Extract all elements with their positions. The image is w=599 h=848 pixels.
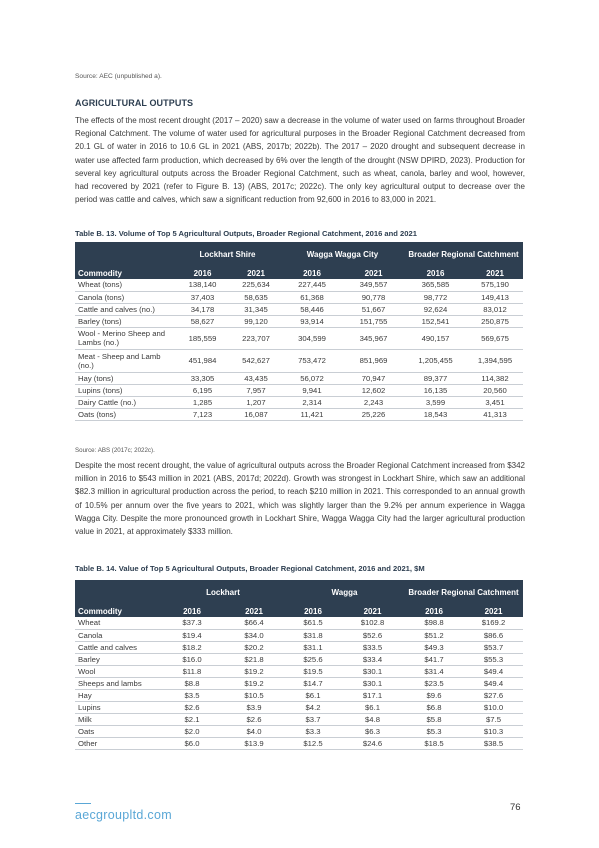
commodity-cell: Lupins (tons) [75, 384, 174, 396]
value-cell: 89,377 [404, 372, 467, 384]
value-cell: 37,403 [174, 291, 231, 303]
value-cell: 114,382 [467, 372, 523, 384]
value-cell: $169.2 [464, 617, 523, 629]
column-header: 2021 [231, 267, 281, 279]
value-cell: $20.2 [223, 641, 285, 653]
value-cell: $3.3 [285, 725, 341, 737]
value-cell: $30.1 [341, 677, 404, 689]
value-cell: $6.1 [285, 689, 341, 701]
value-cell: 345,967 [343, 327, 404, 350]
value-cell: 1,285 [174, 396, 231, 408]
value-cell: $49.4 [464, 677, 523, 689]
value-cell: $7.5 [464, 713, 523, 725]
value-cell: $2.6 [161, 701, 223, 713]
value-cell: $5.3 [404, 725, 464, 737]
value-table [75, 580, 523, 750]
value-cell: $3.9 [223, 701, 285, 713]
value-cell: 6,195 [174, 384, 231, 396]
table-row [75, 653, 523, 665]
value-cell: $98.8 [404, 617, 464, 629]
value-cell: 151,755 [343, 315, 404, 327]
table-row [75, 677, 523, 689]
value-cell: 99,120 [231, 315, 281, 327]
value-cell: $14.7 [285, 677, 341, 689]
value-cell: 1,205,455 [404, 350, 467, 373]
value-cell: $4.0 [223, 725, 285, 737]
commodity-cell: Canola (tons) [75, 291, 174, 303]
value-cell: 7,957 [231, 384, 281, 396]
column-group-header: Lockhart [161, 580, 285, 605]
value-cell: 753,472 [281, 350, 343, 373]
value-cell: 138,140 [174, 279, 231, 291]
body-paragraph-1: The effects of the most recent drought (2017 – 2020) saw a decrease in the volume of water used on farms throughout Broader Regional Catchment. The volume of water used for agricultural purposes in the Broader Regional Catchment decreased from 20.1 GL of water in 2016 to 10.6 GL in 2021 (ABS, 2017b; 2022b). The 2017 – 2020 drought and subsequent decrease in water use affected farm production, which decreased by 6% over the length of the drought (NSW DPIRD, 2023). Production for several key agricultural outputs across the Broader Regional Catchment, such as wheat, canola, barley and wool, however, had recovered by 2021 (refer to Figure B. 13) (ABS, 2017c; 2022c). The only key agricultural output to decrease over the period was cattle and calves, which saw a significant reduction from 92,600 in 2016 to 83,000 in 2021. [75, 116, 525, 205]
value-cell: $86.6 [464, 629, 523, 641]
value-cell: $8.8 [161, 677, 223, 689]
commodity-cell: Sheeps and lambs [75, 677, 161, 689]
column-header: 2016 [161, 605, 223, 617]
value-cell: 542,627 [231, 350, 281, 373]
value-cell: $27.6 [464, 689, 523, 701]
table-caption-b14: Table B. 14. Value of Top 5 Agricultural Outputs, Broader Regional Catchment, 2016 and 2021, $M [75, 564, 425, 573]
value-cell: $4.2 [285, 701, 341, 713]
value-cell: $19.2 [223, 677, 285, 689]
value-cell: $9.6 [404, 689, 464, 701]
value-cell: 61,368 [281, 291, 343, 303]
table-row [75, 725, 523, 737]
header-empty-cell [75, 580, 161, 605]
table-caption-b13: Table B. 13. Volume of Top 5 Agricultural Outputs, Broader Regional Catchment, 2016 and 2021 [75, 229, 417, 238]
value-cell: $6.0 [161, 737, 223, 749]
table-row [75, 396, 523, 408]
body-paragraph-2: Despite the most recent drought, the value of agricultural outputs across the Broader Regional Catchment increased from $342 million in 2016 to $543 million in 2021 (ABS, 2017d; 2022d). Growth was strongest in Lockhart Shire, which saw an additional $82.3 million in agricultural production across the period, to reach $210 million in 2021. This corresponded to an annual growth of 10.5% per annum over the five years to 2021, which was slightly larger than the 9.2% per annum experience in Wagga Wagga City. Despite the more pronounced growth in Lockhart Shire, Wagga Wagga City had the larger agricultural production value in 2021, at approximately $333 million. [75, 461, 525, 537]
table-row [75, 327, 523, 350]
value-cell: $2.6 [223, 713, 285, 725]
value-cell: 70,947 [343, 372, 404, 384]
table-source-note: Source: ABS (2017c; 2022c). [75, 447, 155, 454]
column-header: Commodity [75, 605, 161, 617]
value-cell: $5.8 [404, 713, 464, 725]
value-cell: $10.0 [464, 701, 523, 713]
value-cell: 90,778 [343, 291, 404, 303]
value-cell: 1,394,595 [467, 350, 523, 373]
table-row [75, 291, 523, 303]
figure-source-note: Source: AEC (unpublished a). [75, 73, 162, 80]
value-cell: $31.1 [285, 641, 341, 653]
value-cell: 16,087 [231, 408, 281, 420]
column-group-header: Wagga [285, 580, 404, 605]
value-cell: 2,314 [281, 396, 343, 408]
table-row [75, 737, 523, 749]
column-group-header: Broader Regional Catchment [404, 580, 523, 605]
value-cell: 11,421 [281, 408, 343, 420]
value-cell: $52.6 [341, 629, 404, 641]
value-cell: $13.9 [223, 737, 285, 749]
value-cell: $21.8 [223, 653, 285, 665]
value-cell: $6.1 [341, 701, 404, 713]
table-row [75, 689, 523, 701]
value-cell: $30.1 [341, 665, 404, 677]
value-cell: 490,157 [404, 327, 467, 350]
value-cell: 851,969 [343, 350, 404, 373]
commodity-cell: Barley [75, 653, 161, 665]
value-cell: $10.5 [223, 689, 285, 701]
table-row [75, 350, 523, 373]
column-header: 2016 [281, 267, 343, 279]
value-cell: $34.0 [223, 629, 285, 641]
commodity-cell: Wheat [75, 617, 161, 629]
value-cell: $55.3 [464, 653, 523, 665]
value-cell: $2.0 [161, 725, 223, 737]
value-cell: $61.5 [285, 617, 341, 629]
value-cell: $38.5 [464, 737, 523, 749]
value-cell: 93,914 [281, 315, 343, 327]
value-cell: $33.4 [341, 653, 404, 665]
value-cell: 9,941 [281, 384, 343, 396]
value-cell: $19.5 [285, 665, 341, 677]
value-cell: 575,190 [467, 279, 523, 291]
column-header: 2016 [285, 605, 341, 617]
commodity-cell: Barley (tons) [75, 315, 174, 327]
value-cell: 33,305 [174, 372, 231, 384]
commodity-cell: Other [75, 737, 161, 749]
value-cell: 451,984 [174, 350, 231, 373]
table-row [75, 279, 523, 291]
value-cell: $41.7 [404, 653, 464, 665]
value-cell: 1,207 [231, 396, 281, 408]
column-header: 2021 [341, 605, 404, 617]
value-cell: 250,875 [467, 315, 523, 327]
commodity-cell: Oats [75, 725, 161, 737]
commodity-cell: Oats (tons) [75, 408, 174, 420]
value-cell: 43,435 [231, 372, 281, 384]
commodity-cell: Meat - Sheep and Lamb (no.) [75, 350, 174, 373]
value-cell: $18.2 [161, 641, 223, 653]
table-row [75, 713, 523, 725]
value-cell: 304,599 [281, 327, 343, 350]
footer-accent-line [75, 803, 91, 804]
value-cell: $31.8 [285, 629, 341, 641]
table-row [75, 629, 523, 641]
commodity-cell: Wool - Merino Sheep and Lambs (no.) [75, 327, 174, 350]
value-cell: $19.4 [161, 629, 223, 641]
value-cell: 20,560 [467, 384, 523, 396]
page-number: 76 [510, 802, 521, 813]
value-cell: $2.1 [161, 713, 223, 725]
value-cell: $11.8 [161, 665, 223, 677]
value-cell: 365,585 [404, 279, 467, 291]
value-cell: 98,772 [404, 291, 467, 303]
value-cell: $18.5 [404, 737, 464, 749]
value-cell: 56,072 [281, 372, 343, 384]
value-cell: 185,559 [174, 327, 231, 350]
commodity-cell: Dairy Cattle (no.) [75, 396, 174, 408]
value-cell: 3,451 [467, 396, 523, 408]
column-header: 2016 [174, 267, 231, 279]
value-cell: $23.5 [404, 677, 464, 689]
value-cell: $37.3 [161, 617, 223, 629]
value-cell: $10.3 [464, 725, 523, 737]
value-cell: $66.4 [223, 617, 285, 629]
table-row [75, 372, 523, 384]
value-cell: 83,012 [467, 303, 523, 315]
value-cell: 227,445 [281, 279, 343, 291]
value-cell: 31,345 [231, 303, 281, 315]
value-cell: 223,707 [231, 327, 281, 350]
commodity-cell: Hay (tons) [75, 372, 174, 384]
column-header: 2021 [223, 605, 285, 617]
commodity-cell: Lupins [75, 701, 161, 713]
commodity-cell: Cattle and calves [75, 641, 161, 653]
commodity-cell: Milk [75, 713, 161, 725]
table-row [75, 665, 523, 677]
table-row [75, 641, 523, 653]
value-cell: 92,624 [404, 303, 467, 315]
column-group-header: Lockhart Shire [174, 242, 281, 267]
value-cell: 41,313 [467, 408, 523, 420]
value-cell: 58,446 [281, 303, 343, 315]
value-cell: 25,226 [343, 408, 404, 420]
value-cell: 152,541 [404, 315, 467, 327]
value-cell: $16.0 [161, 653, 223, 665]
table-row [75, 303, 523, 315]
column-group-header: Broader Regional Catchment [404, 242, 523, 267]
value-cell: $53.7 [464, 641, 523, 653]
value-cell: $19.2 [223, 665, 285, 677]
column-header: 2021 [464, 605, 523, 617]
value-cell: 34,178 [174, 303, 231, 315]
column-header: 2016 [404, 605, 464, 617]
value-cell: $102.8 [341, 617, 404, 629]
volume-table [75, 242, 523, 421]
table-row [75, 617, 523, 629]
commodity-cell: Hay [75, 689, 161, 701]
value-cell: $17.1 [341, 689, 404, 701]
value-cell: $4.8 [341, 713, 404, 725]
value-cell: 58,627 [174, 315, 231, 327]
column-header: 2016 [404, 267, 467, 279]
value-cell: $6.3 [341, 725, 404, 737]
value-cell: $24.6 [341, 737, 404, 749]
value-cell: $12.5 [285, 737, 341, 749]
value-cell: 225,634 [231, 279, 281, 291]
value-cell: 51,667 [343, 303, 404, 315]
commodity-cell: Wheat (tons) [75, 279, 174, 291]
value-cell: $3.5 [161, 689, 223, 701]
column-header: 2021 [467, 267, 523, 279]
value-cell: $6.8 [404, 701, 464, 713]
header-empty-cell [75, 242, 174, 267]
value-cell: 16,135 [404, 384, 467, 396]
value-cell: $51.2 [404, 629, 464, 641]
value-cell: 149,413 [467, 291, 523, 303]
value-cell: $31.4 [404, 665, 464, 677]
value-cell: $3.7 [285, 713, 341, 725]
value-cell: 12,602 [343, 384, 404, 396]
table-row [75, 701, 523, 713]
commodity-cell: Cattle and calves (no.) [75, 303, 174, 315]
footer-website[interactable]: aecgroupltd.com [75, 808, 172, 822]
column-group-header: Wagga Wagga City [281, 242, 404, 267]
value-cell: 7,123 [174, 408, 231, 420]
value-cell: 18,543 [404, 408, 467, 420]
table-row [75, 315, 523, 327]
value-cell: $49.3 [404, 641, 464, 653]
value-cell: 3,599 [404, 396, 467, 408]
value-cell: $25.6 [285, 653, 341, 665]
value-cell: 2,243 [343, 396, 404, 408]
column-header: 2021 [343, 267, 404, 279]
value-cell: $33.5 [341, 641, 404, 653]
value-cell: $49.4 [464, 665, 523, 677]
table-row [75, 384, 523, 396]
column-header: Commodity [75, 267, 174, 279]
value-cell: 58,635 [231, 291, 281, 303]
value-cell: 349,557 [343, 279, 404, 291]
value-cell: 569,675 [467, 327, 523, 350]
section-heading: AGRICULTURAL OUTPUTS [75, 98, 194, 108]
table-row [75, 408, 523, 420]
commodity-cell: Wool [75, 665, 161, 677]
commodity-cell: Canola [75, 629, 161, 641]
